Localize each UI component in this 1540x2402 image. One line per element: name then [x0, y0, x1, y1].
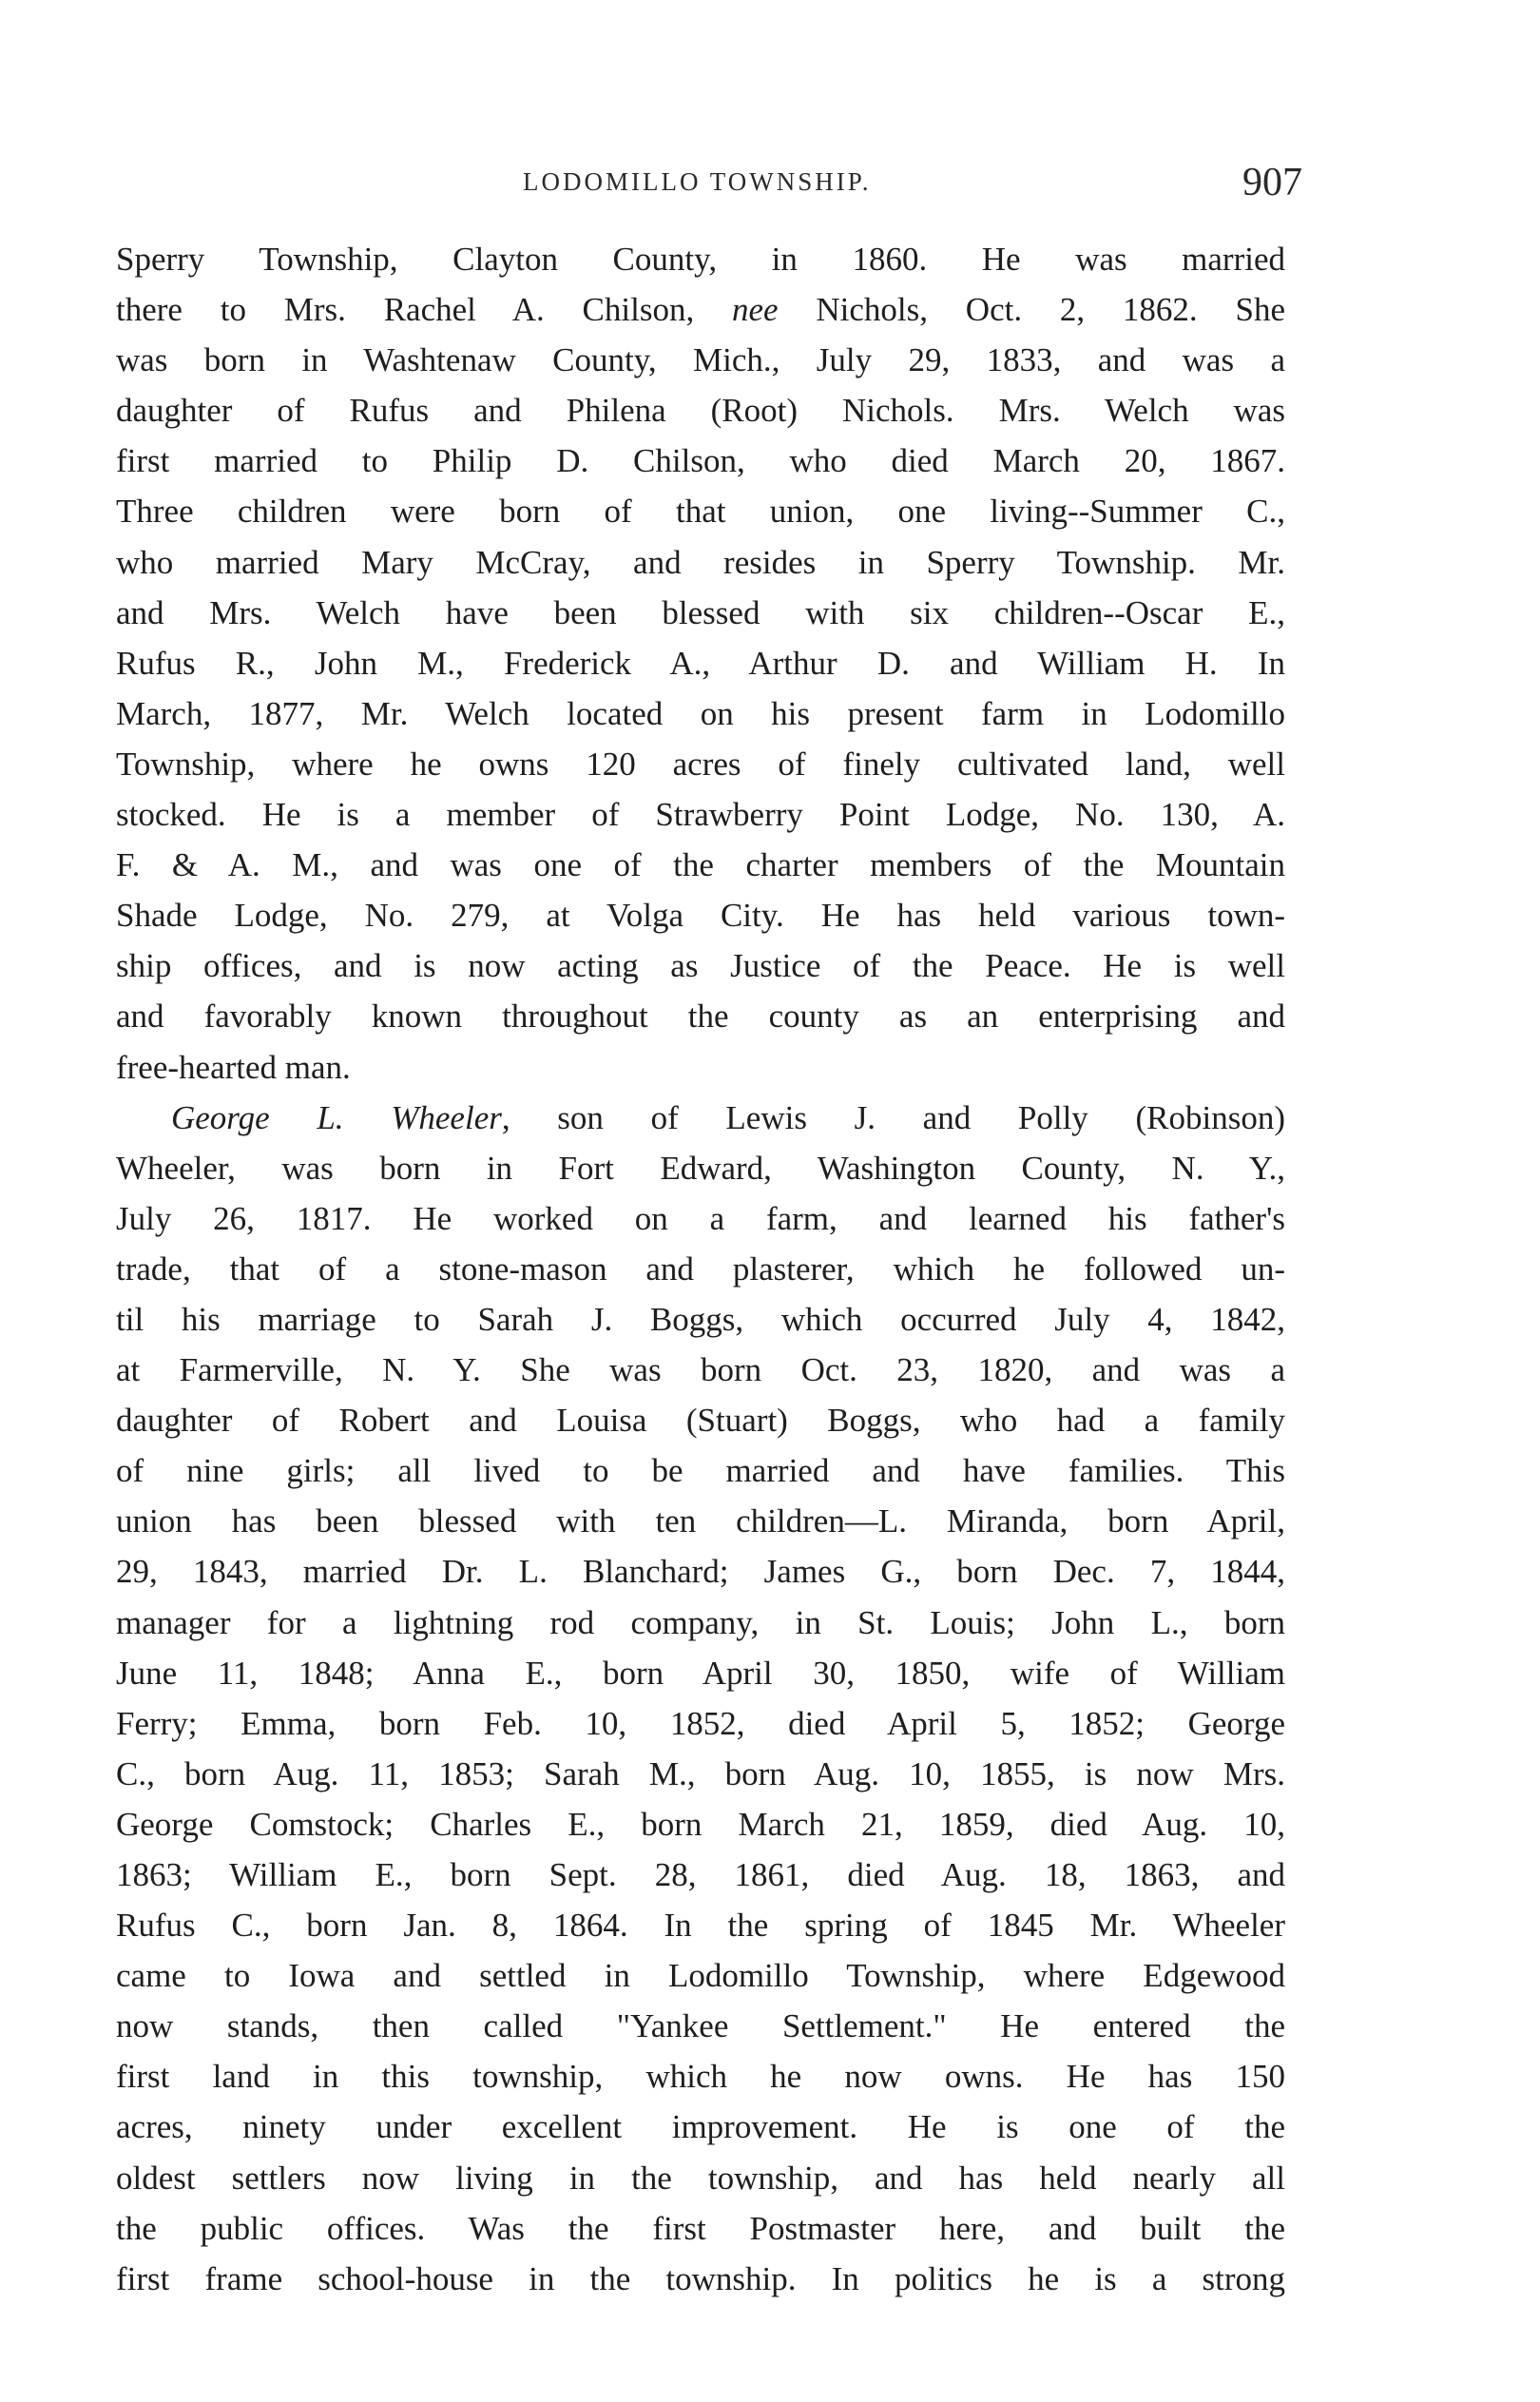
text-line: Shade Lodge, No. 279, at Volga City. He has held various town- — [116, 897, 1285, 935]
text-line: March, 1877, Mr. Welch located on his present farm in Lodomillo — [116, 694, 1285, 732]
text-line: til his marriage to Sarah J. Boggs, which occurred July 4, 1842, — [116, 1300, 1285, 1338]
text-line: first frame school-house in the township. In politics he is a strong — [116, 2259, 1285, 2297]
text-line — [116, 284, 1285, 335]
text-line: stocked. He is a member of Strawberry Point Lodge, No. 130, A. — [116, 796, 1285, 834]
text-line: the public offices. Was the first Postmaster here, and built the — [116, 2209, 1285, 2247]
text-line: F. & A. M., and was one of the charter members of the Mountain — [116, 846, 1285, 884]
text-line: daughter of Rufus and Philena (Root) Nichols. Mrs. Welch was — [116, 392, 1285, 430]
text-line: George Comstock; Charles E., born March 21, 1859, died Aug. 10, — [116, 1805, 1285, 1843]
text-line: first land in this township, which he now owns. He has 150 — [116, 2058, 1285, 2096]
text-line: ship offices, and is now acting as Justice of the Peace. He is well — [116, 947, 1285, 985]
text-line: who married Mary McCray, and resides in Sperry Township. Mr. — [116, 543, 1285, 581]
italic-word: nee — [732, 291, 779, 329]
text-line: daughter of Robert and Louisa (Stuart) Boggs, who had a family — [116, 1402, 1285, 1440]
text-line: first married to Philip D. Chilson, who died March 20, 1867. — [116, 442, 1285, 480]
text-line: union has been blessed with ten children—L. Miranda, born April, — [116, 1502, 1285, 1540]
running-title: LODOMILLO TOWNSHIP. — [523, 167, 872, 196]
paragraph-welch — [116, 234, 1285, 1093]
text-line: oldest settlers now living in the township, and has held nearly all — [116, 2159, 1285, 2197]
text-line: at Farmerville, N. Y. She was born Oct. 23, 1820, and was a — [116, 1351, 1285, 1389]
text-line: trade, that of a stone-mason and plasterer, which he followed un- — [116, 1249, 1285, 1288]
running-head — [114, 160, 1302, 217]
text-line: Rufus R., John M., Frederick A., Arthur D. and William H. In — [116, 644, 1285, 682]
text-run: Nichols, Oct. 2, 1862. She — [778, 291, 1285, 329]
text-line: free-hearted man. — [116, 1048, 351, 1086]
text-line: C., born Aug. 11, 1853; Sarah M., born Aug. 10, 1855, is now Mrs. — [116, 1754, 1285, 1792]
text-line: of nine girls; all lived to be married and have families. This — [116, 1452, 1285, 1490]
text-line: manager for a lightning rod company, in St. Louis; John L., born — [116, 1603, 1285, 1641]
paragraph-wheeler — [116, 1093, 1285, 2304]
text-run: , son of Lewis J. and Polly (Robinson) — [501, 1098, 1285, 1136]
text-line: 1863; William E., born Sept. 28, 1861, died Aug. 18, 1863, and — [116, 1856, 1285, 1893]
text-line: Sperry Township, Clayton County, in 1860. He was married — [116, 241, 1285, 278]
text-line: Wheeler, was born in Fort Edward, Washington County, N. Y., — [116, 1149, 1285, 1187]
text-line: June 11, 1848; Anna E., born April 30, 1850, wife of William — [116, 1654, 1285, 1692]
text-line: Rufus C., born Jan. 8, 1864. In the spring of 1845 Mr. Wheeler — [116, 1907, 1285, 1945]
text-line: Township, where he owns 120 acres of finely cultivated land, well — [116, 745, 1285, 783]
text-line: Ferry; Emma, born Feb. 10, 1852, died April 5, 1852; George — [116, 1704, 1285, 1742]
text-line: acres, ninety under excellent improvement. He is one of the — [116, 2108, 1285, 2146]
text-line: 29, 1843, married Dr. L. Blanchard; James G., born Dec. 7, 1844, — [116, 1553, 1285, 1591]
text-line — [116, 1093, 1285, 1143]
body-text — [116, 234, 1285, 2304]
text-run: there to Mrs. Rachel A. Chilson, — [116, 291, 733, 329]
text-line: Three children were born of that union, one living--Summer C., — [116, 493, 1285, 531]
text-line: came to Iowa and settled in Lodomillo Township, where Edgewood — [116, 1957, 1285, 1995]
page-number: 907 — [1242, 161, 1302, 204]
text-line: and Mrs. Welch have been blessed with six children--Oscar E., — [116, 593, 1285, 631]
text-line: was born in Washtenaw County, Mich., July 29, 1833, and was a — [116, 341, 1285, 379]
text-line: now stands, then called "Yankee Settlement." He entered the — [116, 2007, 1285, 2045]
biography-name: George L. Wheeler — [171, 1098, 502, 1136]
text-line: and favorably known throughout the county as an enterprising and — [116, 998, 1285, 1036]
text-line: July 26, 1817. He worked on a farm, and learned his father's — [116, 1199, 1285, 1237]
